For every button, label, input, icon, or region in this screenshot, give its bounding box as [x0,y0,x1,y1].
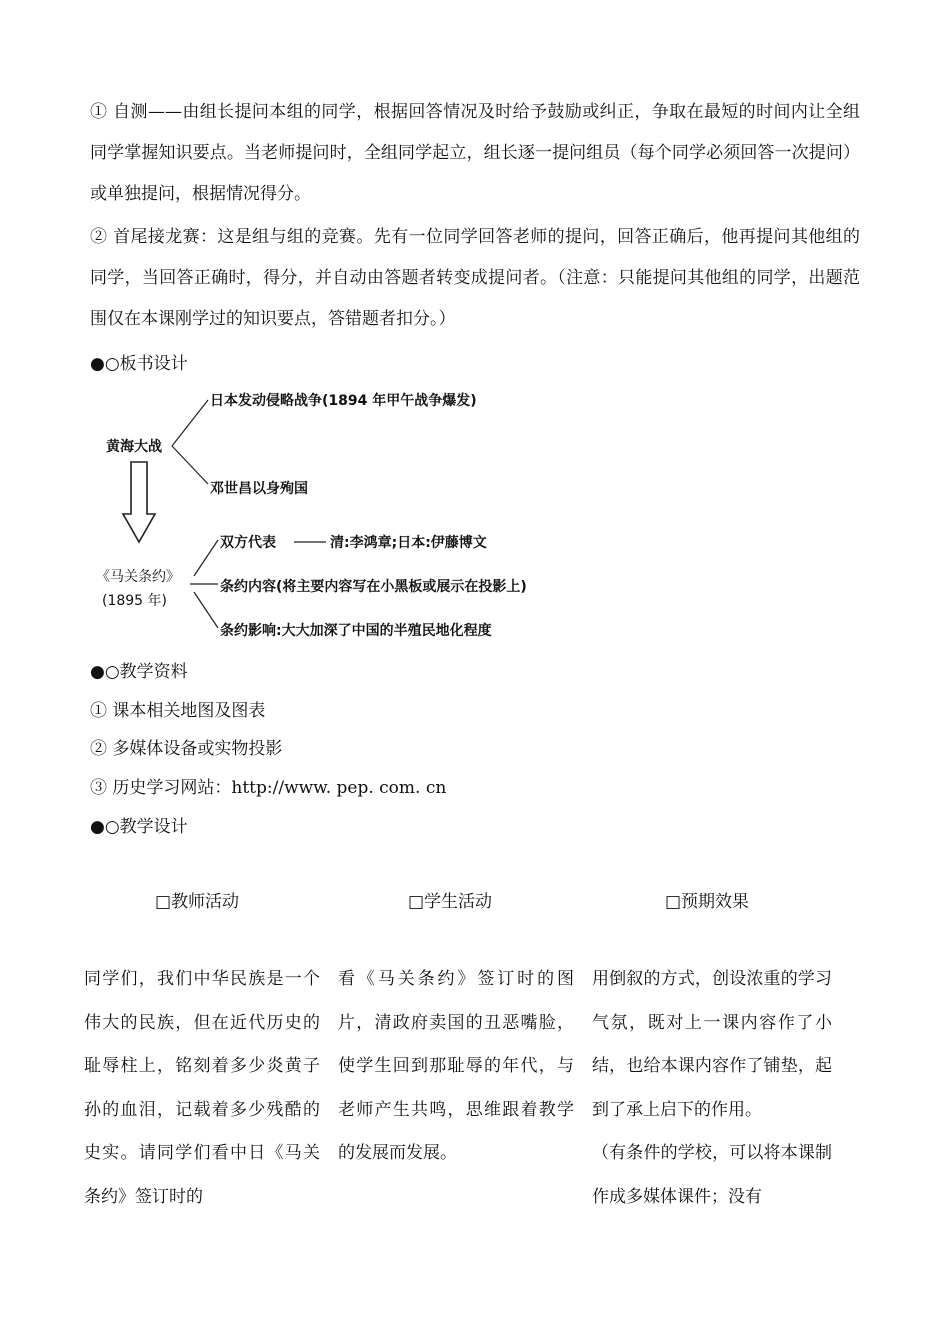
teacher-activity-cell: 同学们，我们中华民族是一个伟大的民族，但在近代历史的耻辱柱上，铭刻着多少炎黄子孙的血泪，记载着多少残酷的史实。请同学们看中日《马关条约》签订时的 [84,969,320,1207]
diagram-root-yellow-sea-battle: 黄海大战 [106,439,162,455]
diagram-branch-treaty-content: 条约内容(将主要内容写在小黑板或展示在投影上) [220,579,527,595]
material-item-1: ① 课本相关地图及图表 [90,701,266,721]
teaching-design-heading: ●○教学设计 [90,817,188,837]
diagram-root-treaty: 《马关条约》 [96,569,180,585]
material-item-3: ③ 历史学习网站：http://www. pep. com. cn [90,778,447,798]
column-header-teacher: □教师活动 [155,892,240,912]
diagram-branch-war: 日本发动侵略战争(1894 年甲午战争爆发) [210,393,477,409]
expected-effect-text: 用倒叙的方式，创设浓重的学习气氛，既对上一课内容作了小结，也给本课内容作了铺垫，起到了承上启下的作用。 [592,969,832,1120]
diagram-branch-treaty-impact: 条约影响:大大加深了中国的半殖民地化程度 [220,623,492,639]
diagram-branch-representatives-detail: 清:李鸿章;日本:伊藤博文 [330,535,487,551]
diagram-branch-deng-shichang: 邓世昌以身殉国 [210,481,308,497]
column-header-effect: □预期效果 [665,892,750,912]
teaching-materials-heading: ●○教学资料 [90,662,188,682]
board-design-heading: ●○板书设计 [90,354,188,374]
relay-contest-paragraph: ② 首尾接龙赛：这是组与组的竞赛。先有一位同学回答老师的提问，回答正确后，他再提问其他组的同学，当回答正确时，得分，并自动由答题者转变成提问者。（注意：只能提问其他组的同学，出题范围仅在本课刚学过的知识要点，答错题者扣分。） [90,227,860,329]
down-arrow-icon [123,462,155,542]
diagram-root-treaty-year: (1895 年) [102,593,168,609]
board-design-diagram [90,380,610,650]
student-activity-cell: 看《马关条约》签订时的图片，清政府卖国的丑恶嘴脸，使学生回到那耻辱的年代，与老师产生共鸣，思维跟着教学的发展而发展。 [338,969,574,1163]
diagram-branch-representatives: 双方代表 [220,535,276,551]
diagram-lines [90,380,610,650]
material-item-2: ② 多媒体设备或实物投影 [90,739,283,759]
expected-effect-cell [592,958,832,1219]
column-header-student: □学生活动 [408,892,493,912]
self-test-paragraph: ① 自测——由组长提问本组的同学，根据回答情况及时给予鼓励或纠正，争取在最短的时间内让全组同学掌握知识要点。当老师提问时，全组同学起立，组长逐一提问组员（每个同学必须回答一次提问）或单独提问，根据情况得分。 [90,102,860,204]
expected-effect-note: （有条件的学校，可以将本课制作成多媒体课件；没有 [592,1143,832,1207]
